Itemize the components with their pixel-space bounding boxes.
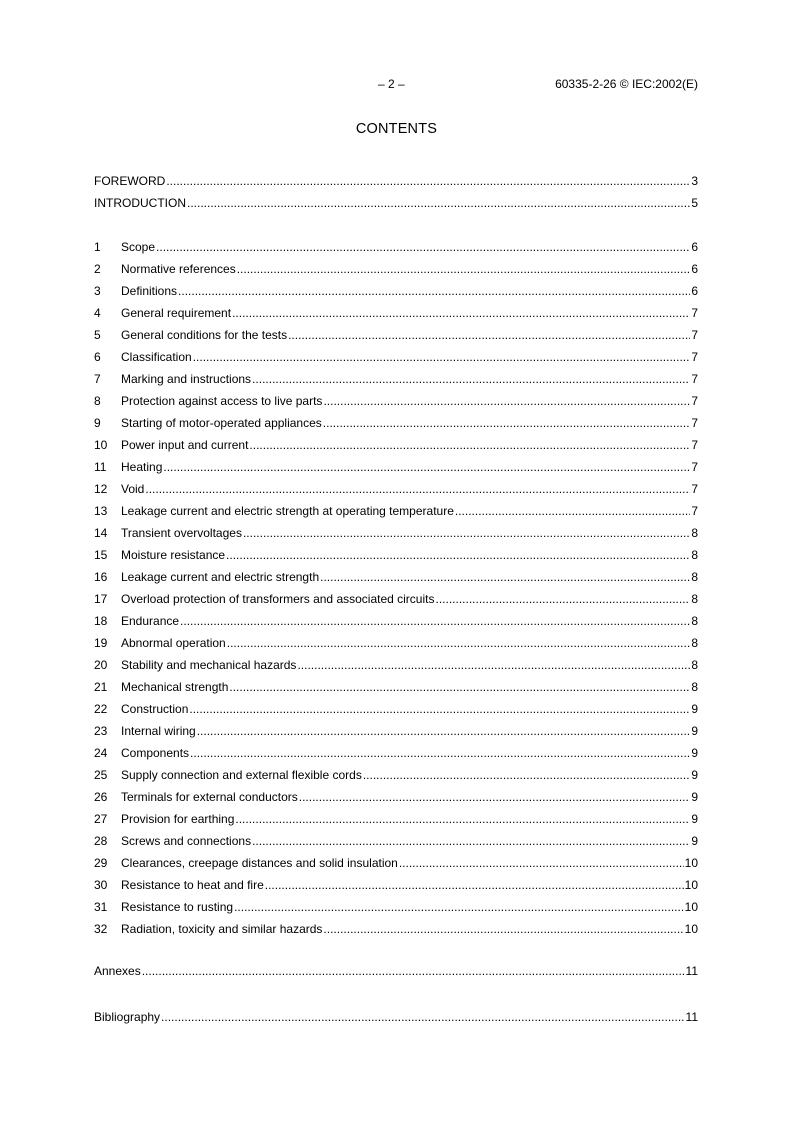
dot-leader <box>252 830 690 852</box>
toc-entry-number: 19 <box>94 636 108 650</box>
dot-leader <box>252 368 690 390</box>
toc-entry-page: 9 <box>691 702 698 716</box>
toc-entry-title: Stability and mechanical hazards <box>121 658 297 672</box>
toc-entry-title: Resistance to rusting <box>121 900 234 914</box>
toc-entry-number: 21 <box>94 680 108 694</box>
toc-entry-page: 6 <box>691 240 698 254</box>
toc-entry-title: Void <box>121 482 145 496</box>
dot-leader <box>163 456 690 478</box>
toc-entry-number: 25 <box>94 768 108 782</box>
toc-entry-number: 17 <box>94 592 108 606</box>
toc-entry-number: 30 <box>94 878 108 892</box>
toc-entry-title: Provision for earthing <box>121 812 235 826</box>
toc-entry-clause[interactable] <box>94 236 698 258</box>
dot-leader <box>193 346 691 368</box>
toc-entry-title: Resistance to heat and fire <box>121 878 264 892</box>
toc-entry-page: 9 <box>691 812 698 826</box>
toc-entry-clause[interactable] <box>94 390 698 412</box>
toc-entry-page: 11 <box>685 1010 698 1024</box>
toc-entry-clause[interactable] <box>94 478 698 500</box>
dot-leader <box>435 588 690 610</box>
toc-entry-number: 32 <box>94 922 108 936</box>
toc-entry-page: 3 <box>691 174 698 188</box>
toc-entry-number: 10 <box>94 438 108 452</box>
toc-entry-title: Definitions <box>121 284 178 298</box>
toc-entry-title: Terminals for external conductors <box>121 790 298 804</box>
toc-entry-title: Components <box>121 746 190 760</box>
toc-entry-title: Screws and connections <box>121 834 252 848</box>
toc-entry-clause[interactable] <box>94 522 698 544</box>
toc-entry-title: Overload protection of transformers and associated circuits <box>121 592 435 606</box>
toc-entry-page: 7 <box>691 394 698 408</box>
toc-entry-title: Marking and instructions <box>121 372 252 386</box>
toc-entry-number: 12 <box>94 482 108 496</box>
dot-leader <box>190 742 690 764</box>
toc-entry-annexes[interactable] <box>94 960 698 982</box>
toc-entry-title: Supply connection and external flexible cords <box>121 768 362 782</box>
toc-entry-number: 22 <box>94 702 108 716</box>
toc-entry-page: 7 <box>691 482 698 496</box>
toc-entry-number: 28 <box>94 834 108 848</box>
toc-entry-clause[interactable] <box>94 676 698 698</box>
toc-entry-page: 10 <box>684 878 698 892</box>
toc-entry-clause[interactable] <box>94 852 698 874</box>
toc-entry-page: 9 <box>691 746 698 760</box>
dot-leader <box>249 434 690 456</box>
toc-entry-number: 8 <box>94 394 101 408</box>
toc-entry-page: 5 <box>691 196 698 210</box>
toc-entry-title: Transient overvoltages <box>121 526 242 540</box>
toc-entry-clause[interactable] <box>94 896 698 918</box>
toc-entry-number: 1 <box>94 240 101 254</box>
toc-entry-clause[interactable] <box>94 434 698 456</box>
toc-entry-clause[interactable] <box>94 874 698 896</box>
toc-annexes <box>94 960 698 982</box>
toc-entry-page: 10 <box>684 900 698 914</box>
toc-entry-title: Radiation, toxicity and similar hazards <box>121 922 323 936</box>
toc-entry-page: 6 <box>691 284 698 298</box>
toc-entry-page: 7 <box>691 306 698 320</box>
toc-entry-page: 8 <box>691 592 698 606</box>
toc-entry-number: 7 <box>94 372 101 386</box>
toc-entry-title: Leakage current and electric strength at operating temperature <box>121 504 454 518</box>
toc-entry-page: 7 <box>691 416 698 430</box>
toc-entry-title: Endurance <box>121 614 180 628</box>
dot-leader <box>399 852 684 874</box>
toc-entry-page: 9 <box>691 790 698 804</box>
toc-entry-title: Moisture resistance <box>121 548 226 562</box>
toc-entry-title: Starting of motor-operated appliances <box>121 416 322 430</box>
toc-entry-title: INTRODUCTION <box>94 196 186 210</box>
toc-entry-title: Protection against access to live parts <box>121 394 323 408</box>
toc-entry-number: 27 <box>94 812 108 826</box>
dot-leader <box>243 522 690 544</box>
dot-leader <box>235 808 690 830</box>
toc-bibliography <box>94 1006 698 1028</box>
toc-entry-title: Scope <box>121 240 156 254</box>
toc-entry-page: 8 <box>691 614 698 628</box>
toc-entry-clause[interactable] <box>94 786 698 808</box>
dot-leader <box>320 566 690 588</box>
toc-entry-clause[interactable] <box>94 698 698 720</box>
dot-leader <box>156 236 690 258</box>
dot-leader <box>226 544 690 566</box>
dot-leader <box>297 654 690 676</box>
dot-leader <box>187 192 690 214</box>
dot-leader <box>299 786 691 808</box>
toc-entry-title: Internal wiring <box>121 724 196 738</box>
toc-entry-title: Power input and current <box>121 438 249 452</box>
toc-entry-clause[interactable] <box>94 610 698 632</box>
dot-leader <box>363 764 690 786</box>
toc-entry-page: 6 <box>691 262 698 276</box>
toc-entry-page: 7 <box>691 328 698 342</box>
dot-leader <box>166 170 690 192</box>
toc-entry-number: 13 <box>94 504 108 518</box>
toc-entry-page: 11 <box>685 964 698 978</box>
dot-leader <box>323 918 683 940</box>
toc-entry-page: 8 <box>691 548 698 562</box>
toc-entry-clause[interactable] <box>94 566 698 588</box>
toc-entry-page: 9 <box>691 724 698 738</box>
toc-entry-clause[interactable] <box>94 764 698 786</box>
dot-leader <box>227 632 691 654</box>
dot-leader <box>145 478 690 500</box>
toc-entry-number: 29 <box>94 856 108 870</box>
dot-leader <box>288 324 690 346</box>
toc-entry-clause[interactable] <box>94 808 698 830</box>
toc-entry-page: 8 <box>691 570 698 584</box>
dot-leader <box>234 896 684 918</box>
toc-entry-clause[interactable] <box>94 280 698 302</box>
toc-entry-title: Classification <box>121 350 192 364</box>
page-title: CONTENTS <box>355 121 438 137</box>
toc-entry-clause[interactable] <box>94 544 698 566</box>
toc-entry-number: 5 <box>94 328 101 342</box>
toc-entry-clause[interactable] <box>94 830 698 852</box>
toc-entry-number: 23 <box>94 724 108 738</box>
toc-entry-clause[interactable] <box>94 632 698 654</box>
toc-entry-introduction[interactable] <box>94 192 698 214</box>
toc-entry-title: Normative references <box>121 262 236 276</box>
toc-entry-number: 2 <box>94 262 101 276</box>
dot-leader <box>180 610 690 632</box>
toc-entry-clause[interactable] <box>94 456 698 478</box>
toc-entry-clause[interactable] <box>94 742 698 764</box>
toc-entry-number: 26 <box>94 790 108 804</box>
toc-entry-number: 14 <box>94 526 108 540</box>
toc-entry-page: 7 <box>691 350 698 364</box>
toc-entry-title: General requirement <box>121 306 232 320</box>
toc-entry-page: 9 <box>691 768 698 782</box>
dot-leader <box>161 1006 684 1028</box>
toc-entry-number: 15 <box>94 548 108 562</box>
toc-entry-clause[interactable] <box>94 302 698 324</box>
toc-entry-page: 8 <box>691 526 698 540</box>
toc-entry-title: Heating <box>121 460 163 474</box>
dot-leader <box>323 390 690 412</box>
toc-entry-clause[interactable] <box>94 588 698 610</box>
toc-entry-page: 7 <box>691 438 698 452</box>
dot-leader <box>229 676 690 698</box>
toc-entry-number: 6 <box>94 350 101 364</box>
toc-entry-title: Clearances, creepage distances and solid insulation <box>121 856 398 870</box>
toc-entry-title: Bibliography <box>94 1010 161 1024</box>
toc-entry-number: 31 <box>94 900 108 914</box>
toc-entry-page: 7 <box>691 372 698 386</box>
toc-entry-number: 3 <box>94 284 101 298</box>
toc-entry-clause[interactable] <box>94 654 698 676</box>
toc-entry-page: 9 <box>691 834 698 848</box>
toc-entry-page: 7 <box>691 460 698 474</box>
toc-entry-clause[interactable] <box>94 918 698 940</box>
toc-entry-clause[interactable] <box>94 720 698 742</box>
dot-leader <box>142 960 685 982</box>
dot-leader <box>189 698 690 720</box>
dot-leader <box>237 258 691 280</box>
toc-entry-title: Annexes <box>94 964 141 978</box>
toc-entry-page: 10 <box>684 922 698 936</box>
toc-entry-title: Construction <box>121 702 189 716</box>
document-identifier: 60335-2-26 © IEC:2002(E) <box>555 77 698 91</box>
toc-entry-page: 8 <box>691 680 698 694</box>
dot-leader <box>178 280 690 302</box>
toc-entry-page: 8 <box>691 636 698 650</box>
toc-entry-number: 24 <box>94 746 108 760</box>
toc-entry-clause[interactable] <box>94 346 698 368</box>
toc-entry-clause[interactable] <box>94 500 698 522</box>
toc-front-matter <box>94 170 698 214</box>
toc-clauses <box>94 236 698 940</box>
toc-entry-title: FOREWORD <box>94 174 166 188</box>
toc-entry-clause[interactable] <box>94 324 698 346</box>
toc-entry-page: 7 <box>691 504 698 518</box>
toc-entry-bibliography[interactable] <box>94 1006 698 1028</box>
toc-entry-page: 10 <box>684 856 698 870</box>
toc-entry-title: General conditions for the tests <box>121 328 288 342</box>
dot-leader <box>455 500 690 522</box>
toc-entry-clause[interactable] <box>94 258 698 280</box>
toc-entry-number: 11 <box>94 460 107 474</box>
dot-leader <box>323 412 691 434</box>
dot-leader <box>265 874 684 896</box>
toc-entry-clause[interactable] <box>94 368 698 390</box>
toc-entry-number: 18 <box>94 614 108 628</box>
toc-entry-number: 16 <box>94 570 108 584</box>
toc-entry-number: 4 <box>94 306 101 320</box>
dot-leader <box>197 720 691 742</box>
toc-entry-title: Abnormal operation <box>121 636 226 650</box>
dot-leader <box>232 302 690 324</box>
page-number: – 2 – <box>378 77 405 91</box>
toc-entry-number: 9 <box>94 416 101 430</box>
toc-entry-page: 8 <box>691 658 698 672</box>
toc-entry-foreword[interactable] <box>94 170 698 192</box>
toc-entry-number: 20 <box>94 658 108 672</box>
toc-entry-title: Mechanical strength <box>121 680 229 694</box>
toc-entry-clause[interactable] <box>94 412 698 434</box>
toc-entry-title: Leakage current and electric strength <box>121 570 320 584</box>
page-header <box>94 77 698 93</box>
